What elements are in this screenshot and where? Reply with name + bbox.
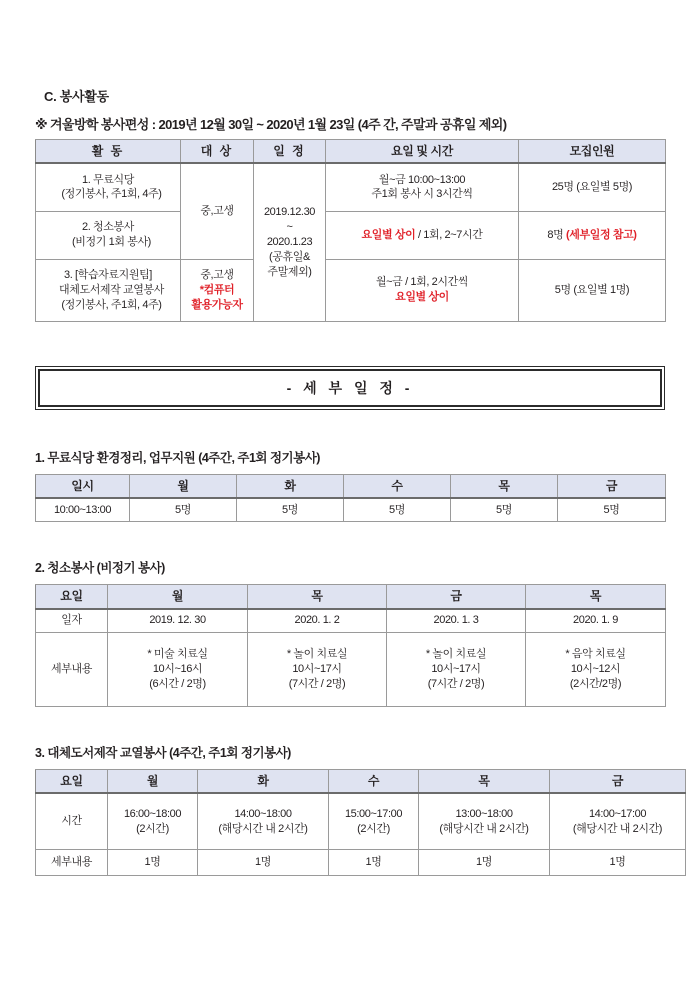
detail-3-detail-3: 1명: [419, 849, 550, 875]
detail-2-detail-0: [108, 633, 248, 707]
activity-2-line1: 2. 청소봉사: [82, 221, 134, 234]
detail-3-detail-1: 1명: [198, 849, 329, 875]
detail-3-header-1: 월: [108, 770, 198, 794]
detail-2-table: [35, 584, 666, 707]
overview-target-group-1: [181, 163, 254, 259]
detail-1-header-row: [36, 474, 666, 498]
overview-daytime-2: [326, 211, 519, 259]
detail-3-time-2: [329, 793, 419, 849]
overview-table-header-row: [36, 140, 666, 164]
activity-3-line1: 3. [학습자료지원팀]: [64, 268, 152, 281]
detail-1-cell-5: 5명: [558, 498, 666, 522]
detail-3-time-4-l2: (해당시간 내 2시간): [572, 822, 663, 835]
detail-3-heading: 3. 대체도서제작 교열봉사 (4주간, 주1회 정기봉사): [35, 746, 291, 761]
spacer-detail-1: [35, 466, 665, 474]
quota-3-text: 5명 (요일별 1명): [554, 283, 630, 296]
overview-quota-3: [519, 259, 666, 321]
detail-3-detail-label: 세부내용: [36, 849, 108, 875]
detail-3-time-3: [419, 793, 550, 849]
table-row: [36, 259, 666, 321]
activity-3-line3: (정기봉사, 주1회, 4주): [61, 298, 162, 311]
activity-2-line2: (비정기 1회 봉사): [72, 236, 151, 249]
detail-3-time-2-l2: (2시간): [357, 822, 390, 835]
detail-1-header-3: 수: [344, 474, 451, 498]
schedule-line-4: (공휴일&: [269, 250, 310, 263]
overview-quota-1: [519, 163, 666, 211]
detail-2-header-4: 목: [526, 585, 666, 609]
quota-2-text: 8명: [547, 228, 567, 241]
spacer-before-banner: [35, 322, 665, 366]
banner-title: - 세 부 일 정 -: [38, 369, 662, 407]
overview-target-3: [181, 259, 254, 321]
detail-3-time-0-l2: (2시간): [136, 822, 169, 835]
quota-2-red: (세부일정 참고): [566, 228, 637, 241]
quota-1-text: 25명 (요일별 5명): [551, 181, 633, 194]
detail-1-header-0: 일시: [36, 474, 130, 498]
daytime-1-line2: 주1회 봉사 시 3시간씩: [371, 188, 473, 201]
detail-1-header-2: 화: [237, 474, 344, 498]
overview-activity-2: [36, 211, 181, 259]
detail-2-header-2: 목: [248, 585, 387, 609]
spacer-detail-2: [35, 576, 665, 584]
spacer-before-detail-2: [35, 522, 665, 558]
overview-activity-3: [36, 259, 181, 321]
activity-1-line1: 1. 무료식당: [82, 173, 134, 186]
detail-2-detail-3-l3: (2시간/2명): [569, 677, 622, 690]
detail-2-detail-1-l2: 10시~17시: [292, 663, 342, 676]
detail-schedule-banner: [35, 366, 665, 410]
detail-2-date-2: 2020. 1. 3: [387, 609, 526, 633]
activity-3-line2: 대체도서제작 교열봉사: [59, 283, 164, 296]
daytime-3-line2: 요일별 상이: [395, 291, 449, 304]
table-row: [36, 211, 666, 259]
detail-2-detail-1-l1: * 놀이 치료실: [286, 648, 348, 661]
section-label: C. 봉사활동: [44, 89, 109, 104]
detail-3-header-4: 목: [419, 770, 550, 794]
schedule-line-2: ~: [286, 221, 293, 234]
top-spacer: [35, 0, 665, 86]
overview-header-activity: 활 동: [36, 140, 181, 164]
table-row: [36, 633, 666, 707]
spacer-before-detail-1: [35, 410, 665, 448]
overview-header-daytime: 요일 및 시간: [326, 140, 519, 164]
overview-header-schedule: 일 정: [254, 140, 326, 164]
daytime-2-red: 요일별 상이: [361, 228, 416, 241]
overview-daytime-3: [326, 259, 519, 321]
detail-2-header-0: 요일: [36, 585, 108, 609]
table-row: [36, 498, 666, 522]
detail-3-detail-2: 1명: [329, 849, 419, 875]
detail-3-time-3-l2: (해당시간 내 2시간): [439, 822, 529, 835]
detail-2-detail-2: [387, 633, 526, 707]
detail-2-heading: 2. 청소봉사 (비정기 봉사): [35, 561, 165, 576]
spacer-after-section-label: [35, 105, 665, 114]
table-row: [36, 163, 666, 211]
detail-1-cell-0: 10:00~13:00: [36, 498, 130, 522]
activity-1-line2: (정기봉사, 주1회, 4주): [61, 188, 162, 201]
detail-3-detail-0: 1명: [108, 849, 198, 875]
notice-line: ※ 겨울방학 봉사편성 : 2019년 12월 30일 ~ 2020년 1월 23일 (4주 간, 주말과 공휴일 제외): [35, 117, 507, 132]
detail-2-detail-3-l2: 10시~12시: [570, 663, 621, 676]
detail-2-detail-1: [248, 633, 387, 707]
table-row: [36, 609, 666, 633]
detail-1-cell-2: 5명: [237, 498, 344, 522]
detail-2-detail-0-l3: (6시간 / 2명): [149, 677, 206, 690]
overview-daytime-1: [326, 163, 519, 211]
daytime-1-line1: 월~금 10:00~13:00: [378, 173, 466, 186]
detail-2-detail-2-l1: * 놀이 치료실: [425, 648, 487, 661]
daytime-2-rest: / 1회, 2~7시간: [415, 228, 483, 241]
detail-3-header-row: [36, 770, 686, 794]
detail-2-detail-2-l2: 10시~17시: [431, 663, 481, 676]
detail-2-date-1: 2020. 1. 2: [248, 609, 387, 633]
daytime-3-line1: 월~금 / 1회, 2시간씩: [375, 276, 469, 289]
schedule-line-1: 2019.12.30: [263, 206, 316, 219]
detail-3-time-2-l1: 15:00~17:00: [344, 807, 403, 820]
detail-1-cell-4: 5명: [451, 498, 558, 522]
overview-header-quota: 모집인원: [519, 140, 666, 164]
detail-3-table: [35, 769, 686, 876]
target-3-line1: 중,고생: [200, 268, 234, 281]
spacer-before-detail-3: [35, 707, 665, 743]
detail-1-heading: 1. 무료식당 환경정리, 업무지원 (4주간, 주1회 정기봉사): [35, 450, 320, 465]
detail-1-cell-1: 5명: [130, 498, 237, 522]
overview-table: [35, 139, 666, 322]
detail-3-time-label: 시간: [36, 793, 108, 849]
detail-1-header-4: 목: [451, 474, 558, 498]
overview-quota-2: [519, 211, 666, 259]
detail-2-detail-0-l2: 10시~16시: [152, 663, 203, 676]
detail-3-header-3: 수: [329, 770, 419, 794]
table-row: [36, 849, 686, 875]
detail-2-header-row: [36, 585, 666, 609]
detail-3-time-1-l2: (해당시간 내 2시간): [218, 822, 308, 835]
detail-3-header-0: 요일: [36, 770, 108, 794]
overview-header-target: 대 상: [181, 140, 254, 164]
detail-2-header-1: 월: [108, 585, 248, 609]
detail-3-detail-4: 1명: [550, 849, 686, 875]
detail-3-time-1-l1: 14:00~18:00: [234, 807, 292, 820]
detail-3-header-5: 금: [550, 770, 686, 794]
detail-1-header-1: 월: [130, 474, 237, 498]
spacer-detail-3: [35, 761, 665, 769]
detail-2-detail-1-l3: (7시간 / 2명): [288, 677, 346, 690]
detail-2-header-3: 금: [387, 585, 526, 609]
schedule-line-5: 주말제외): [267, 265, 312, 278]
detail-3-time-3-l1: 13:00~18:00: [455, 807, 513, 820]
detail-3-time-4: [550, 793, 686, 849]
table-row: [36, 793, 686, 849]
detail-2-detail-2-l3: (7시간 / 2명): [427, 677, 485, 690]
detail-2-date-0: 2019. 12. 30: [108, 609, 248, 633]
detail-3-time-0-l1: 16:00~18:00: [123, 807, 182, 820]
detail-1-header-5: 금: [558, 474, 666, 498]
detail-3-time-0: [108, 793, 198, 849]
detail-2-detail-0-l1: * 미술 치료실: [147, 648, 208, 661]
detail-2-date-label: 일자: [36, 609, 108, 633]
overview-activity-1: [36, 163, 181, 211]
schedule-line-3: 2020.1.23: [266, 236, 313, 249]
detail-2-detail-3-l1: * 음악 치료실: [565, 648, 626, 661]
detail-3-time-4-l1: 14:00~17:00: [588, 807, 647, 820]
detail-2-detail-3: [526, 633, 666, 707]
overview-schedule-cell: [254, 163, 326, 321]
detail-2-detail-label: 세부내용: [36, 633, 108, 707]
detail-2-date-3: 2020. 1. 9: [526, 609, 666, 633]
target-1-label: 중,고생: [200, 205, 234, 218]
target-3-line2: *컴퓨터: [199, 283, 235, 296]
detail-3-time-1: [198, 793, 329, 849]
target-3-line3: 활용가능자: [191, 298, 243, 311]
detail-1-table: [35, 474, 666, 523]
detail-1-cell-3: 5명: [344, 498, 451, 522]
detail-3-header-2: 화: [198, 770, 329, 794]
